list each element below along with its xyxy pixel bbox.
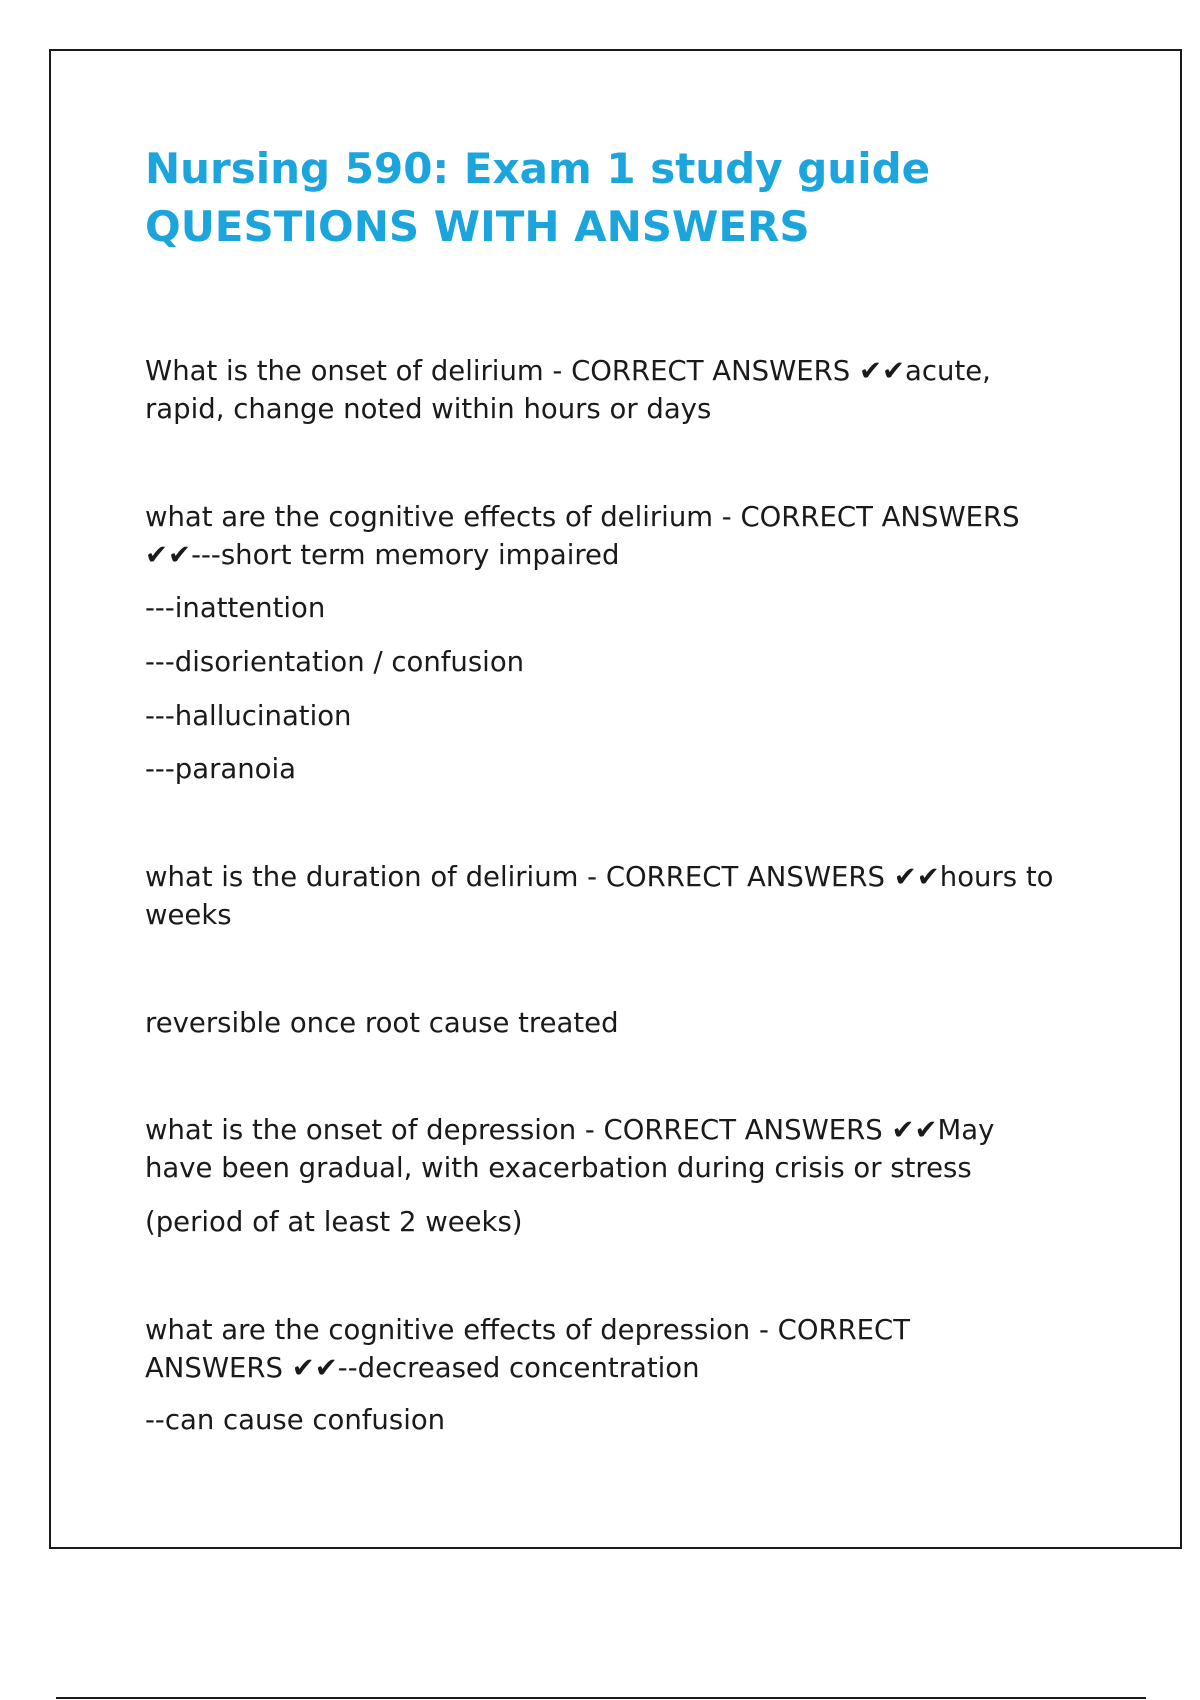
q2-question-line-1: what are the cognitive effects of delirium - CORRECT ANSWERS — [145, 501, 1020, 533]
q4-answer-note: (period of at least 2 weeks) — [145, 1206, 523, 1238]
title-line-2: QUESTIONS WITH ANSWERS — [145, 202, 810, 251]
q2-answer-disorientation: ---disorientation / confusion — [145, 646, 525, 678]
document-title — [145, 140, 1105, 256]
q2-answer-inattention: ---inattention — [145, 592, 326, 624]
title-line-1: Nursing 590: Exam 1 study guide — [145, 144, 931, 193]
q3-answer-line-2: weeks — [145, 899, 232, 931]
q3-question-line-1: what is the duration of delirium - CORRECT ANSWERS ✔✔hours to — [145, 861, 1054, 893]
q2-answer-line-2: ✔✔---short term memory impaired — [145, 539, 620, 571]
q1-answer-line-2: rapid, change noted within hours or days — [145, 393, 712, 425]
q3-answer-note: reversible once root cause treated — [145, 1007, 619, 1039]
q4-answer-line-2: have been gradual, with exacerbation during crisis or stress — [145, 1152, 972, 1184]
footer-divider — [56, 1697, 1146, 1699]
q2-answer-hallucination: ---hallucination — [145, 700, 352, 732]
q5-answer-line-3: --can cause confusion — [145, 1404, 446, 1436]
q5-question-line-1: what are the cognitive effects of depression - CORRECT — [145, 1314, 911, 1346]
q5-answer-line-2: ANSWERS ✔✔--decreased concentration — [145, 1352, 700, 1384]
q2-answer-paranoia: ---paranoia — [145, 753, 296, 785]
q1-question-line-1: What is the onset of delirium - CORRECT ANSWERS ✔✔acute, — [145, 355, 991, 387]
q4-question-line-1: what is the onset of depression - CORRECT ANSWERS ✔✔May — [145, 1114, 995, 1146]
